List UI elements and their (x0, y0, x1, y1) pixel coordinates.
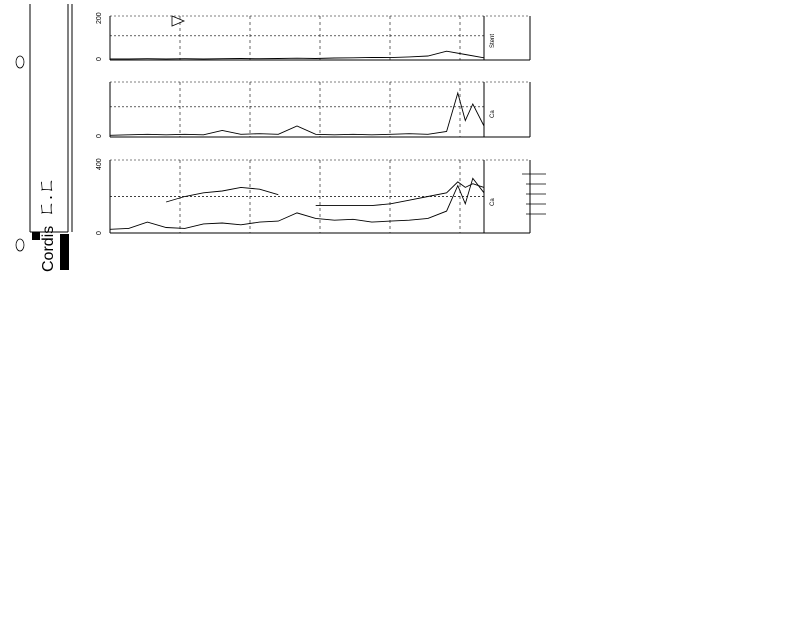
panel-2-tag: Ca (490, 110, 496, 118)
header-mark: ㄈ.ㄈ (36, 176, 56, 218)
panel-1-ymin: 0 (96, 57, 103, 61)
panel-1-ymax: 200 (96, 12, 103, 24)
panel-3-ymax: 400 (96, 158, 103, 170)
panel-2-ymin: 0 (96, 134, 103, 138)
panel-1-tag: Stent (490, 33, 496, 48)
logo-band (60, 234, 69, 270)
logo-text: Cordis (40, 225, 57, 272)
panel-3-tag: Ca (490, 198, 496, 206)
panel-3-ymin: 0 (96, 231, 103, 235)
